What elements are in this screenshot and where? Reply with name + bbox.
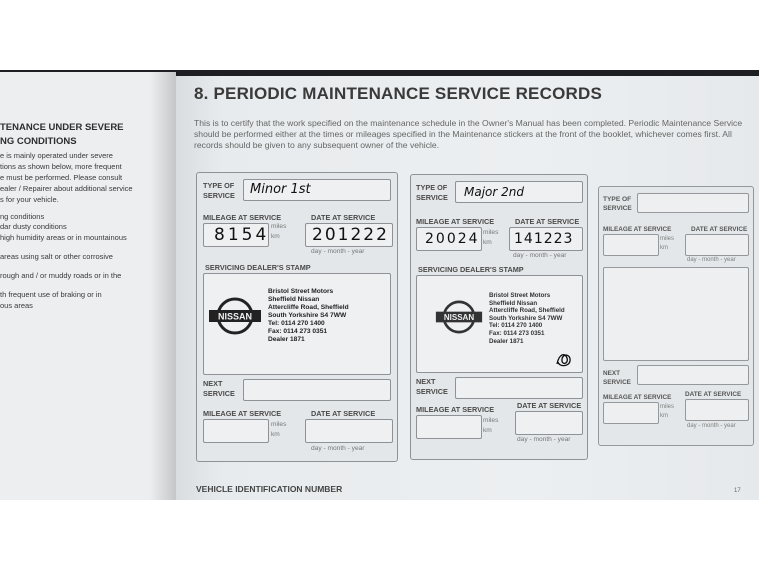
mileage-value: 8154 (214, 225, 270, 245)
stamp-brand: NISSAN (217, 311, 253, 322)
vin-label: VEHICLE IDENTIFICATION NUMBER (196, 484, 343, 494)
mileage-at-service-label: MILEAGE AT SERVICE (603, 226, 672, 233)
km-label: km (271, 431, 280, 438)
date-format-hint: day - month - year (311, 445, 365, 452)
stamp-line: South Yorkshire S4 7WW (268, 312, 347, 319)
stamp-line: Sheffield Nissan (268, 296, 320, 303)
left-text-line: ous areas (0, 301, 33, 310)
dealer-stamp-label: SERVICING DEALER'S STAMP (205, 263, 311, 272)
miles-label: miles (271, 421, 287, 428)
date-at-service-label: DATE AT SERVICE (311, 213, 376, 222)
service-record-card-3 (598, 186, 754, 446)
next-service-field[interactable] (637, 365, 749, 385)
next-label: NEXT (603, 370, 621, 377)
stamp-line: South Yorkshire S4 7WW (489, 314, 563, 322)
stamp-line: Tel: 0114 270 1400 (489, 322, 543, 330)
date-format-hint: day - month - year (687, 257, 736, 263)
date-at-service-label: DATE AT SERVICE (517, 401, 582, 410)
left-text-line: e is mainly operated under severe (0, 151, 113, 160)
stamp-address (268, 288, 349, 344)
type-of-service-value: Major 2nd (464, 185, 524, 199)
left-text-line: e must be performed. Please consult (0, 173, 123, 182)
stamp-line: Fax: 0114 273 0351 (268, 328, 328, 335)
signature-icon (553, 348, 575, 370)
next-label: NEXT (203, 379, 223, 388)
service-label: SERVICE (416, 193, 448, 202)
mileage-field[interactable] (203, 223, 269, 247)
dealer-stamp-area (603, 267, 749, 361)
next-mileage-field[interactable] (603, 402, 659, 424)
stamp-line: Tel: 0114 270 1400 (268, 320, 325, 327)
km-label: km (271, 233, 280, 240)
stamp-line: Dealer 1871 (268, 336, 305, 343)
date-field[interactable] (305, 223, 393, 247)
nissan-logo-icon (435, 298, 483, 336)
stamp-line: Bristol Street Motors (489, 292, 551, 299)
type-of-label: TYPE OF (203, 181, 235, 190)
left-text-line: dar dusty conditions (0, 222, 67, 231)
mileage-at-service-label: MILEAGE AT SERVICE (203, 213, 282, 222)
left-heading-line2: NG CONDITIONS (0, 136, 77, 147)
left-text-line: areas using salt or other corrosive (0, 252, 113, 261)
page-number: 17 (734, 488, 741, 494)
service-label: SERVICE (203, 191, 235, 200)
stamp-line: Fax: 0114 273 0351 (489, 329, 545, 337)
page-title: 8. PERIODIC MAINTENANCE SERVICE RECORDS (194, 84, 602, 103)
left-heading-line1: TENANCE UNDER SEVERE (0, 122, 124, 133)
miles-label: miles (660, 404, 675, 410)
next-date-field[interactable] (305, 419, 393, 443)
miles-label: miles (660, 236, 675, 242)
intro-paragraph: This is to certify that the work specified on the maintenance schedule in the Owner's Manual has been completed. Periodic Maintenance Service should be performed either at the times or mileages specified in the Maintenance stickers at the front of the booklet, whichever comes first. All records should be given to any subsequent owner of the vehicle. (194, 118, 743, 150)
type-of-service-field[interactable] (455, 181, 583, 203)
service-label: SERVICE (603, 379, 631, 386)
stamp-address (489, 292, 565, 345)
left-text-line: th frequent use of braking or in (0, 290, 102, 299)
type-of-label: TYPE OF (416, 183, 448, 192)
right-page (176, 76, 759, 500)
mileage-at-service-label: MILEAGE AT SERVICE (416, 405, 495, 414)
service-label: SERVICE (203, 389, 235, 398)
service-label: SERVICE (416, 387, 448, 396)
nissan-logo-icon (208, 296, 262, 336)
date-at-service-label: DATE AT SERVICE (515, 217, 580, 226)
date-field[interactable] (509, 227, 583, 251)
date-format-hint: day - month - year (311, 248, 365, 255)
next-mileage-field[interactable] (416, 415, 482, 439)
miles-label: miles (271, 223, 287, 230)
stamp-line: Bristol Street Motors (268, 288, 334, 295)
mileage-at-service-label: MILEAGE AT SERVICE (203, 409, 282, 418)
dealer-stamp-area (416, 275, 583, 373)
mileage-at-service-label: MILEAGE AT SERVICE (603, 394, 672, 401)
next-service-field[interactable] (243, 379, 391, 401)
left-text-line: ng conditions (0, 212, 45, 221)
dealer-stamp-area (203, 273, 391, 375)
left-text-line: rough and / or muddy roads or in the (0, 271, 122, 280)
miles-label: miles (483, 229, 499, 236)
type-of-service-field[interactable] (637, 193, 749, 213)
km-label: km (483, 427, 492, 434)
service-record-card-1 (196, 172, 398, 462)
page-gutter-shadow (150, 72, 178, 500)
service-record-card-2 (410, 174, 588, 460)
date-value: 201222 (312, 225, 389, 245)
mileage-at-service-label: MILEAGE AT SERVICE (416, 217, 495, 226)
left-text-line: tions as shown below, more frequent (0, 162, 122, 171)
km-label: km (660, 245, 668, 251)
date-format-hint: day - month - year (687, 423, 736, 429)
type-of-service-field[interactable] (243, 179, 391, 201)
next-date-field[interactable] (515, 411, 583, 435)
date-format-hint: day - month - year (513, 252, 567, 259)
stamp-line: Dealer 1871 (489, 337, 524, 345)
mileage-field[interactable] (416, 227, 482, 251)
left-text-line: ealer / Repairer about additional service (0, 184, 133, 193)
stamp-line: Attercliffe Road, Sheffield (268, 304, 349, 311)
dealer-stamp-label: SERVICING DEALER'S STAMP (418, 265, 524, 274)
next-label: NEXT (416, 377, 436, 386)
left-text-line: high humidity areas or in mountainous (0, 233, 127, 242)
type-of-service-value: Minor 1st (250, 182, 311, 197)
mileage-value: 20024 (425, 231, 480, 247)
km-label: km (483, 239, 492, 246)
next-service-field[interactable] (455, 377, 583, 399)
stamp-line: Sheffield Nissan (489, 299, 538, 307)
left-text-line: s for your vehicle. (0, 195, 59, 204)
date-at-service-label: DATE AT SERVICE (691, 226, 748, 233)
miles-label: miles (483, 417, 499, 424)
date-at-service-label: DATE AT SERVICE (685, 391, 742, 398)
date-value: 141223 (514, 231, 574, 247)
date-at-service-label: DATE AT SERVICE (311, 409, 376, 418)
mileage-field[interactable] (603, 234, 659, 256)
next-date-field[interactable] (685, 399, 749, 421)
type-of-label: TYPE OF (603, 196, 632, 203)
service-label: SERVICE (603, 205, 632, 212)
date-field[interactable] (685, 234, 749, 256)
km-label: km (660, 413, 668, 419)
stamp-line: Attercliffe Road, Sheffield (489, 307, 565, 315)
next-mileage-field[interactable] (203, 419, 269, 443)
stamp-brand: NISSAN (443, 313, 475, 323)
date-format-hint: day - month - year (517, 436, 571, 443)
